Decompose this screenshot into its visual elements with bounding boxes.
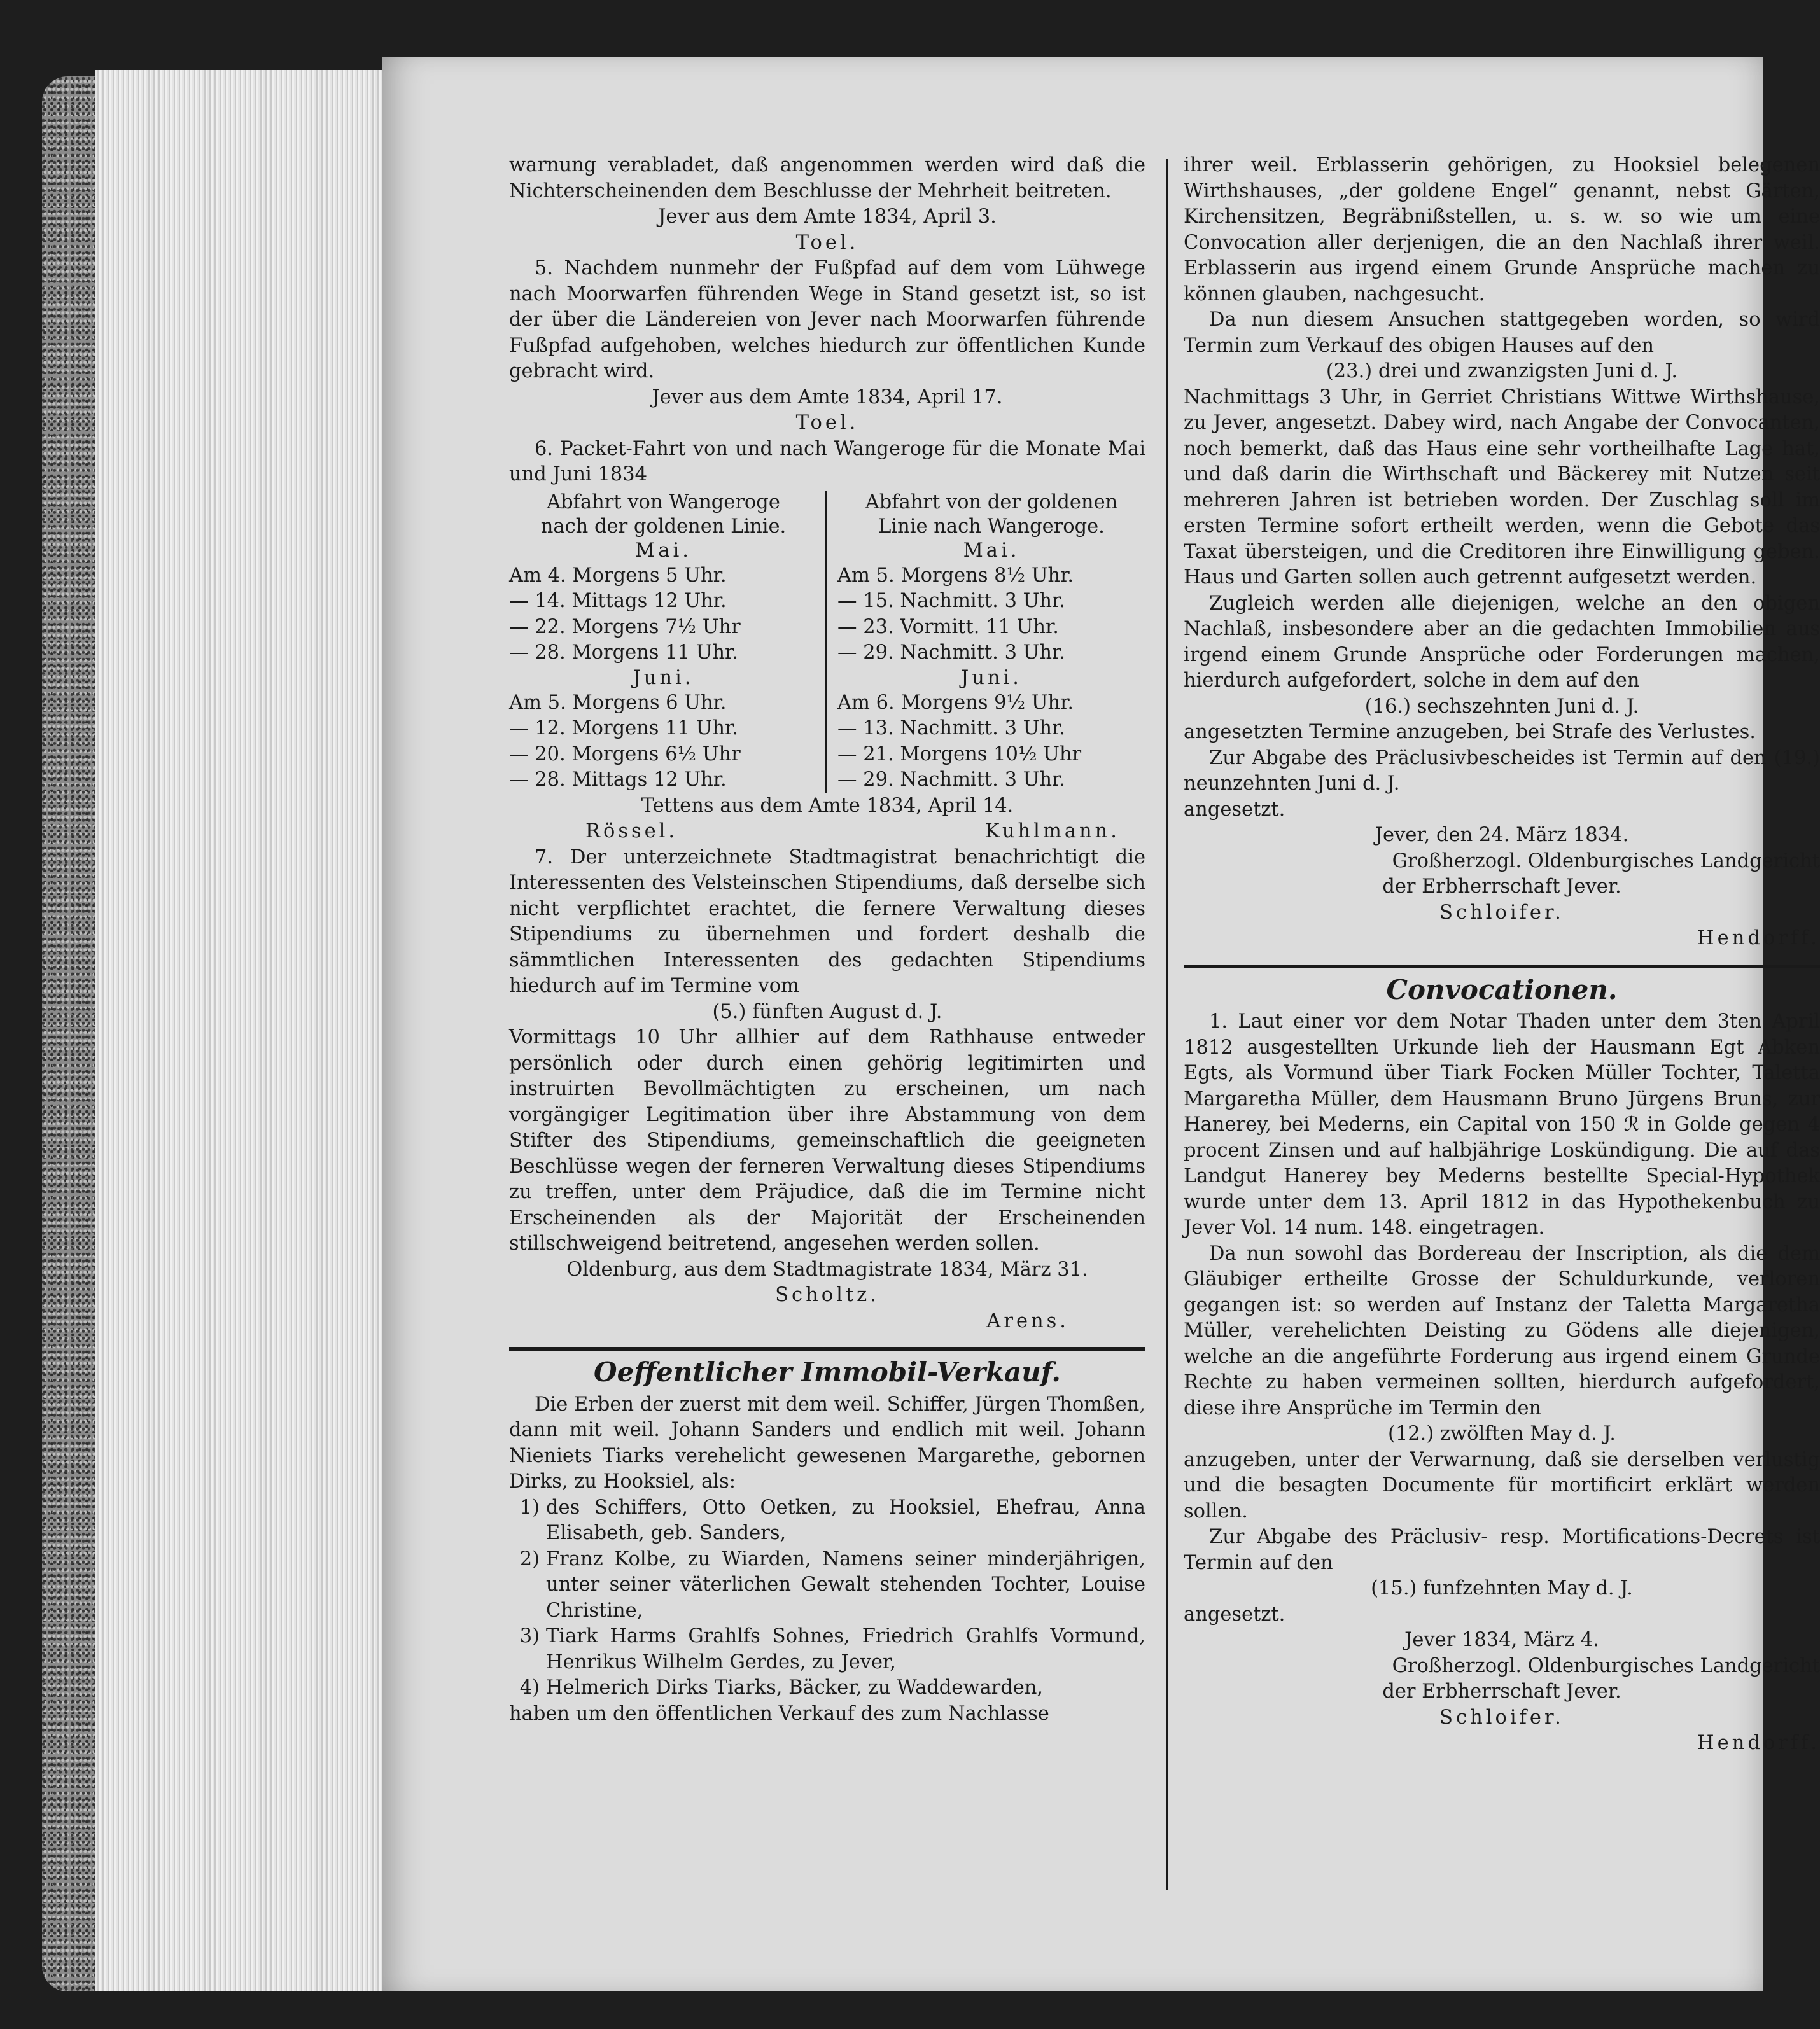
schedule-row: — 22. Morgens 7½ Uhr bbox=[509, 615, 741, 638]
schedule-month-juni: Juni. bbox=[961, 666, 1022, 689]
sale-set: angesetzt. bbox=[1184, 798, 1285, 821]
convocation-1-warning: anzugeben, unter der Verwarnung, daß sie derselben verlustig und die besagten Documente für mortificirt erklärt werden sollen. bbox=[1184, 1448, 1820, 1523]
notice-7-text-continued: Vormittags 10 Uhr allhier auf dem Rathhause entweder persönlich oder durch einen gehörig legitimirten und instruirten Bevollmächtigten zu erscheinen, um nach vorgängiger Legitimation über ihre Abstammung von dem Stifter des Stipendiums, gemeinschaftlich die geeigneten Beschlüsse wegen der ferneren Verwaltung dieses Stipendiums zu treffen, unter dem Präjudice, daß die im Termine nicht Erscheinenden als der Majorität der Erscheinenden stillschweigend beitretend, angesehen werden sollen. bbox=[509, 1026, 1145, 1255]
schedule-row: — 29. Nachmitt. 3 Uhr. bbox=[837, 641, 1065, 664]
section-divider bbox=[1184, 965, 1820, 968]
notice-5-text: 5. Nachdem nunmehr der Fußpfad auf dem vom Lühwege nach Moorwarfen führenden Wege in Stand gesetzt ist, so ist der über die Ländereien von Jever nach Moorwarfen führende Fußpfad aufgehoben, welches hiedurch zur öffentlichen Kunde gebracht wird. bbox=[509, 257, 1145, 382]
schedule-right-head-1: Abfahrt von der goldenen bbox=[865, 491, 1118, 513]
column-divider bbox=[1166, 159, 1168, 1890]
notice-7-date: (5.) fünften August d. J. bbox=[712, 1000, 942, 1023]
sale-term-date: (23.) drei und zwanzigsten Juni d. J. bbox=[1326, 360, 1678, 382]
list-item: 3) Tiark Harms Grahlfs Sohnes, Friedrich Grahlfs Vormund, Henrikus Wilhelm Gerdes, zu Jever, bbox=[519, 1625, 1145, 1673]
notice-4-end: warnung verabladet, daß angenommen werden wird daß die Nichterscheinenden dem Beschlusse der Mehrheit beitreten. bbox=[509, 154, 1145, 202]
schedule-row: — 15. Nachmitt. 3 Uhr. bbox=[837, 590, 1065, 612]
schedule-row: — 29. Nachmitt. 3 Uhr. bbox=[837, 769, 1065, 791]
section-title-immobil-verkauf: Oeffentlicher Immobil-Verkauf. bbox=[593, 1356, 1061, 1388]
ferry-schedule bbox=[509, 491, 1145, 793]
convocation-1-decree: Zur Abgabe des Präclusiv- resp. Mortifications-Decrets ist Termin auf den bbox=[1184, 1526, 1820, 1574]
schedule-left-head-2: nach der goldenen Linie. bbox=[540, 515, 787, 538]
court-name-1: Großherzogl. Oldenburgisches Landgericht bbox=[1392, 1654, 1820, 1677]
convocation-1-set: angesetzt. bbox=[1184, 1603, 1285, 1626]
sale-penalty: angesetzten Termine anzugeben, bei Strafe des Verlustes. bbox=[1184, 721, 1756, 743]
schedule-row: — 12. Morgens 11 Uhr. bbox=[509, 717, 738, 739]
schedule-left-head-1: Abfahrt von Wangeroge bbox=[547, 491, 780, 513]
notice-7-place: Oldenburg, aus dem Stadtmagistrate 1834, März 31. bbox=[566, 1258, 1088, 1281]
signature-2: Hendorff. bbox=[1697, 927, 1820, 949]
convocation-1-date: (12.) zwölften May d. J. bbox=[1387, 1423, 1616, 1445]
signature-1: Schloifer. bbox=[1439, 1706, 1564, 1729]
schedule-row: Am 4. Morgens 5 Uhr. bbox=[509, 564, 727, 587]
schedule-right-head-2: Linie nach Wangeroge. bbox=[878, 515, 1105, 538]
schedule-row: Am 5. Morgens 8½ Uhr. bbox=[837, 564, 1074, 587]
convocation-1-text: 1. Laut einer vor dem Notar Thaden unter dem 3ten April 1812 ausgestellten Urkunde lieh der Hausmann Egt Abken Egts, als Vormund über Tiark Focken Müller Tochter, Taletta Margaretha Müller, dem Hausmann Bruno Jürgens Bruns, zur Hanerey, bei Mederns, ein Capital von 150 ℛ in Golde gegen 4 procent Zinsen und auf halbjährige Loskündigung. Die auf das Landgut Hanerey bey Mederns bestellte Special-Hypothek wurde unter dem 13. April 1812 in das Hypothekenbuch zu Jever Vol. 14 num. 148. eingetragen. bbox=[1184, 1010, 1820, 1239]
schedule-from-wangeroge bbox=[509, 491, 827, 793]
court-name-1: Großherzogl. Oldenburgisches Landgericht bbox=[1392, 849, 1820, 872]
notice-7-signature-2: Arens. bbox=[986, 1309, 1069, 1332]
section-title-convocationen: Convocationen. bbox=[1386, 973, 1618, 1005]
court-name-2: der Erbherrschaft Jever. bbox=[1382, 875, 1621, 898]
schedule-row: — 23. Vormitt. 11 Uhr. bbox=[837, 615, 1059, 638]
signature-1: Schloifer. bbox=[1439, 901, 1564, 924]
sale-claims-date: (16.) sechszehnten Juni d. J. bbox=[1364, 695, 1639, 718]
right-column bbox=[1184, 153, 1820, 1757]
signature: Kuhlmann. bbox=[984, 820, 1120, 842]
sale-claims-notice: Zugleich werden alle diejenigen, welche an den obigen Nachlaß, insbesondere aber an die gedachten Immobilien aus irgend einem Grunde Ansprüche oder Forderungen machen, hierdurch aufgefordert, solche in dem auf den bbox=[1184, 592, 1820, 692]
section-divider bbox=[509, 1347, 1145, 1351]
schedule-row: Am 5. Morgens 6 Uhr. bbox=[509, 691, 727, 714]
list-item: 4) Helmerich Dirks Tiarks, Bäcker, zu Waddewarden, bbox=[519, 1677, 1044, 1699]
schedule-row: — 14. Mittags 12 Uhr. bbox=[509, 590, 727, 612]
court-name-2: der Erbherrschaft Jever. bbox=[1382, 1680, 1621, 1703]
list-item: 2) Franz Kolbe, zu Wiarden, Namens seiner minderjährigen, unter seiner väterlichen Gewalt stehenden Tochter, Louise Christine, bbox=[519, 1547, 1145, 1622]
schedule-row: — 28. Mittags 12 Uhr. bbox=[509, 769, 727, 791]
convocation-1-decree-date: (15.) funfzehnten May d. J. bbox=[1371, 1577, 1633, 1600]
book-spine-edge bbox=[42, 76, 101, 1991]
convocation-1-demand: Da nun sowohl das Bordereau der Inscription, als die dem Gläubiger ertheilte Grosse der Schuldurkunde, verloren gegangen ist: so werden auf Instanz der Taletta Margaretha Müller, verehelichten Deisting zu Gödens alle diejenigen, welche an die angeführte Forderung aus irgend einem Grunde Rechte zu haben vermeinen sollten, hierdurch aufgefordert, diese ihre Ansprüche im Termin den bbox=[1184, 1242, 1820, 1419]
sale-text-continued: ihrer weil. Erblasserin gehörigen, zu Hooksiel belegenen Wirthshauses, „der goldene Engel“ genannt, nebst Gärten, Kirchensitzen, Begräbnißstellen, u. s. w. so wie um eine Convocation aller derjenigen, die an den Nachlaß ihrer weil. Erblasserin aus irgend einem Grunde Ansprüche machen zu können glauben, nachgesucht. bbox=[1184, 154, 1820, 305]
notice-7-text: 7. Der unterzeichnete Stadtmagistrat benachrichtigt die Interessenten des Velsteinschen Stipendiums, daß derselbe sich nicht verpflichtet erachtet, die fernere Verwaltung dieses Stipendiums zu übernehmen und fordert deshalb die sämmtlichen Interessenten des gedachten Stipendiums hiedurch auf im Termine vom bbox=[509, 846, 1145, 997]
sale-intro: Die Erben der zuerst mit dem weil. Schiffer, Jürgen Thomßen, dann mit weil. Johann Sanders und endlich mit weil. Johann Nieniets Tiarks verehelicht gewesenen Margarethe, gebornen Dirks, zu Hooksiel, als: bbox=[509, 1393, 1145, 1493]
sale-details: Nachmittags 3 Uhr, in Gerriet Christians Wittwe Wirthshause, zu Jever, angesetzt. Dabey wird, nach Angabe der Convocanten, noch bemerkt, daß das Haus eine sehr vortheilhafte Lage hat, und daß darin die Wirthschaft und Bäckerey mit Nutzen seit mehreren Jahren ist betrieben worden. Der Zuschlag soll im ersten Termine sofort ertheilt werden, wenn die Gebote das Taxat übersteigen, und die Creditoren ihre Einwilligung geben. Haus und Garten sollen auch getrennt aufgesetzt werden. bbox=[1184, 386, 1820, 589]
list-item: 1) des Schiffers, Otto Oetken, zu Hooksiel, Ehefrau, Anna Elisabeth, geb. Sanders, bbox=[519, 1496, 1145, 1544]
left-column bbox=[509, 153, 1145, 1727]
notice-6-place: Tettens aus dem Amte 1834, April 14. bbox=[641, 794, 1014, 817]
convocation-1-place: Jever 1834, März 4. bbox=[1404, 1629, 1599, 1651]
notice-4-place: Jever aus dem Amte 1834, April 3. bbox=[658, 206, 997, 228]
signature: Rössel. bbox=[585, 820, 678, 842]
page-stack bbox=[95, 70, 388, 1991]
schedule-row: — 20. Morgens 6½ Uhr bbox=[509, 743, 741, 765]
newspaper-page bbox=[382, 57, 1820, 1991]
notice-6-signatures bbox=[509, 819, 1145, 845]
notice-5-place: Jever aus dem Amte 1834, April 17. bbox=[652, 386, 1003, 408]
sale-preclusion: Zur Abgabe des Präclusivbescheides ist Termin auf den (19.) neunzehnten Juni d. J. bbox=[1184, 746, 1820, 795]
notice-6-text: 6. Packet-Fahrt von und nach Wangeroge für die Monate Mai und Juni 1834 bbox=[509, 437, 1145, 485]
schedule-row: Am 6. Morgens 9½ Uhr. bbox=[837, 691, 1074, 714]
notice-4-signature: Toel. bbox=[795, 231, 859, 254]
signature-2: Hendorff. bbox=[1697, 1732, 1820, 1754]
schedule-row: — 21. Morgens 10½ Uhr bbox=[837, 743, 1082, 765]
schedule-month-mai: Mai. bbox=[635, 539, 692, 562]
notice-5-signature: Toel. bbox=[795, 412, 859, 434]
sale-term-notice: Da nun diesem Ansuchen stattgegeben worden, so wird Termin zum Verkauf des obigen Hauses auf den bbox=[1184, 309, 1820, 357]
schedule-row: — 28. Morgens 11 Uhr. bbox=[509, 641, 738, 664]
schedule-month-juni: Juni. bbox=[633, 666, 694, 689]
schedule-row: — 13. Nachmitt. 3 Uhr. bbox=[837, 717, 1065, 739]
sale-place: Jever, den 24. März 1834. bbox=[1375, 824, 1629, 846]
notice-7-signature-1: Scholtz. bbox=[775, 1284, 879, 1306]
schedule-to-wangeroge bbox=[827, 491, 1145, 793]
schedule-month-mai: Mai. bbox=[963, 539, 1020, 562]
sale-continued: haben um den öffentlichen Verkauf des zum Nachlasse bbox=[509, 1702, 1049, 1725]
